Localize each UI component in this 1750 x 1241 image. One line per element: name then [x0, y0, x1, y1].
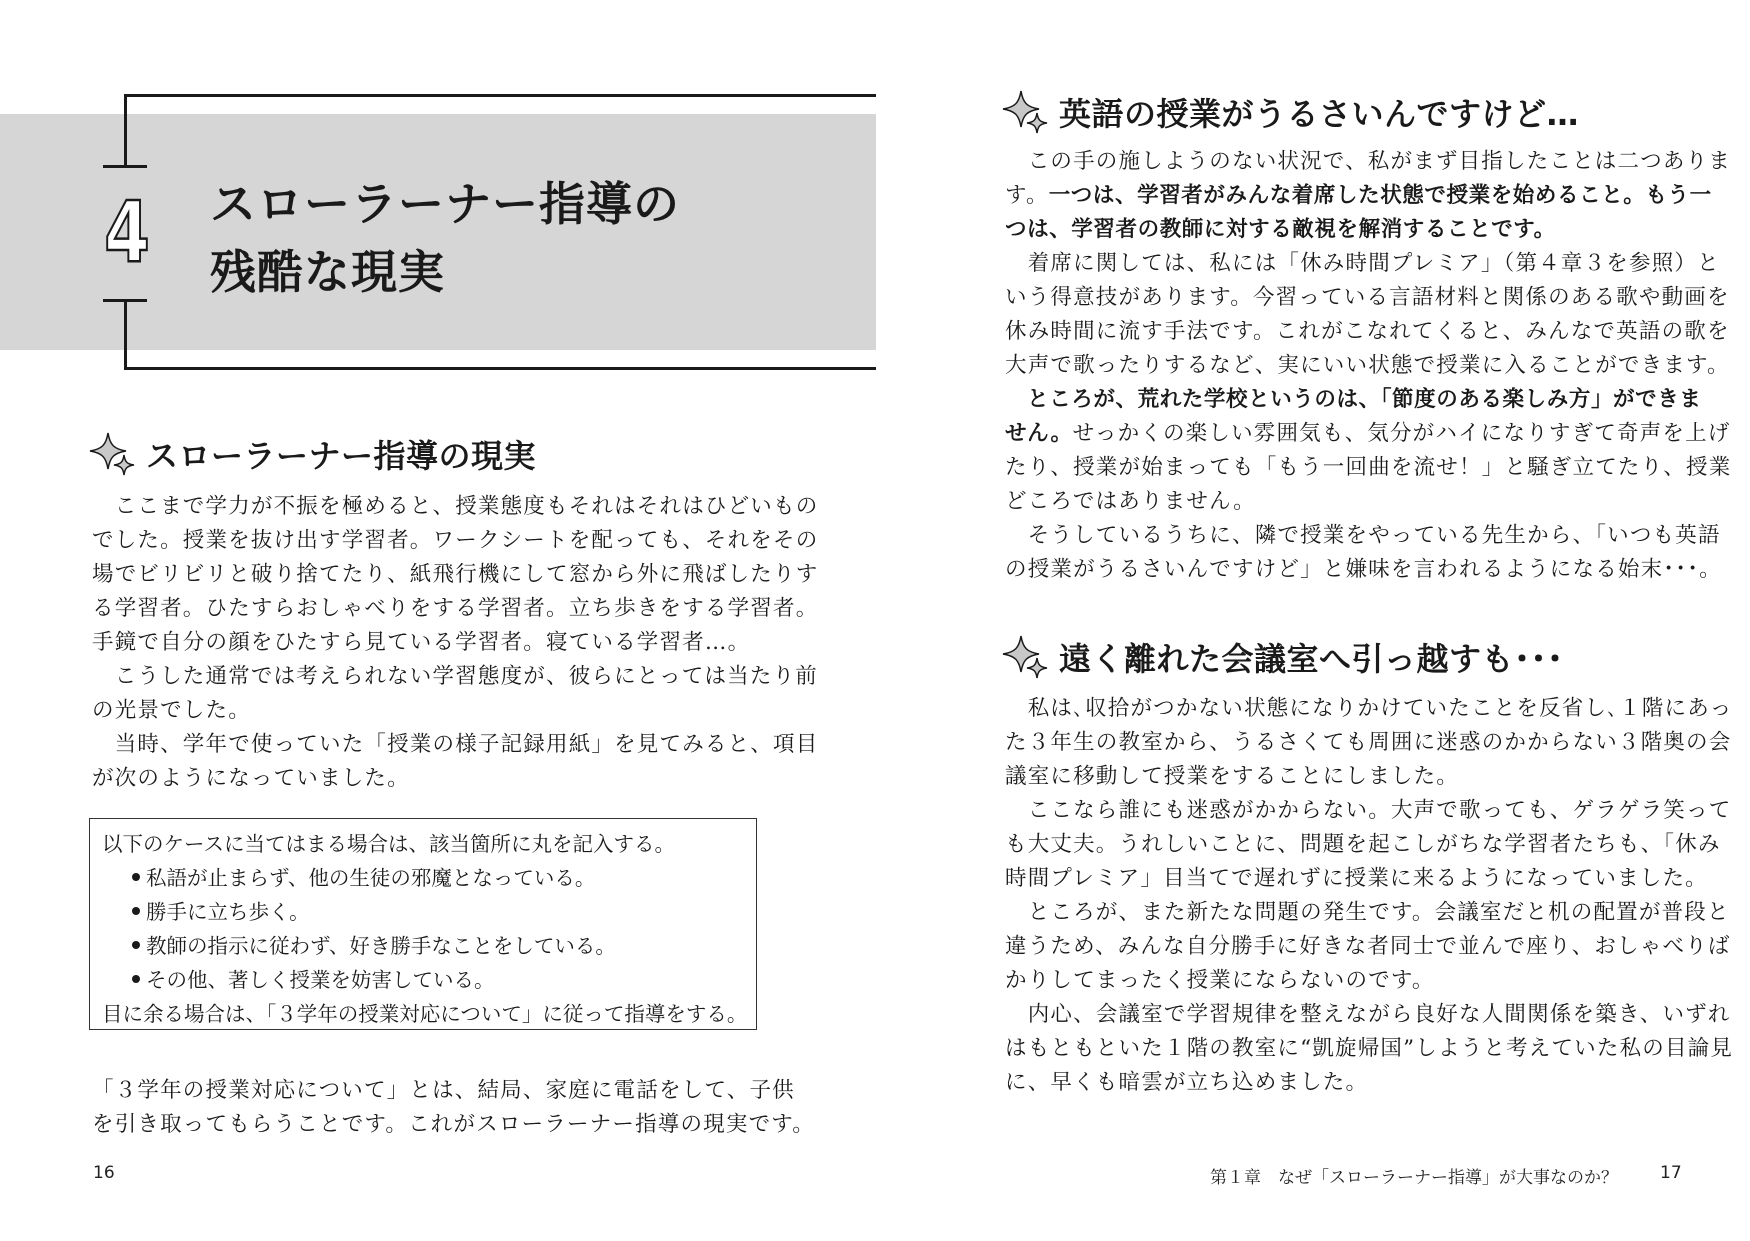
bullet-icon	[132, 907, 140, 915]
text-line	[1005, 519, 1731, 553]
text-run: たり、授業が始まっても「もう一回曲を流せ！」と騒ぎ立てたり、授業	[1005, 455, 1732, 480]
text-line: かりしてまったく授業にならないのです。	[1005, 968, 1435, 993]
text-line	[1005, 485, 1731, 519]
text-run: 休み時間に流す手法です。これがこなれてくると、みんなで英語の歌を	[1005, 319, 1730, 344]
text-line	[1005, 451, 1731, 485]
text-run: そうしているうちに、隣で授業をやっている先生から、「いつも英語	[1005, 523, 1721, 548]
text-run: 着席に関しては、私には「休み時間プレミア」（第４章３を参照）と	[1005, 251, 1720, 276]
emphasis-text: 一つは、学習者がみんな着席した状態で授業を始めること。もう一	[1048, 183, 1712, 208]
text-line: 内心、会議室で学習規律を整えながら良好な人間関係を築き、いずれ	[1005, 1002, 1731, 1027]
text-line	[1005, 315, 1731, 349]
chapter-header-top-rule	[124, 94, 876, 97]
text-line: 議室に移動して授業をすることにしました。	[1005, 764, 1460, 789]
text-line: 場でビリビリと破り捨てたり、紙飛行機にして窓から外に飛ばしたりす	[92, 562, 819, 587]
text-run: どころではありません。	[1005, 489, 1256, 514]
text-line: も大丈夫。うれしいことに、問題を起こしがちな学習者たちも、「休み	[1005, 832, 1721, 857]
body-text-block	[92, 490, 818, 796]
chapter-title	[210, 170, 850, 306]
running-footer: 第１章 なぜ「スローラーナー指導」が大事なのか？	[1210, 1168, 1618, 1188]
box-list-item: 教師の指示に従わず、好き勝手なことをしている。	[102, 929, 756, 963]
box-list-item: 勝手に立ち歩く。	[102, 895, 756, 929]
text-line: に、早くも暗雲が立ち込めました。	[1005, 1070, 1369, 1095]
chapter-title-line: 残酷な現実	[210, 245, 445, 299]
chapter-title-line: スローラーナー指導の	[210, 177, 680, 231]
box-intro: 以下のケースに当てはまる場合は、該当箇所に丸を記入する。	[102, 832, 675, 856]
text-line: ここまで学力が不振を極めると、授業態度もそれはそれはひどいもの	[92, 494, 819, 519]
text-line: 手鏡で自分の顔をひたすら見ている学習者。寝ている学習者…。	[92, 630, 751, 655]
record-sheet-box	[89, 818, 757, 1030]
text-run: いう得意技があります。今習っている言語材料と関係のある歌や動画を	[1005, 285, 1730, 310]
text-line	[1005, 213, 1731, 247]
text-line	[1005, 145, 1731, 179]
section-title: 遠く離れた会議室へ引っ越すも･･･	[1059, 640, 1564, 678]
text-line: 「３学年の授業対応について」とは、結局、家庭に電話をして、子供	[92, 1078, 795, 1103]
bullet-icon	[132, 975, 140, 983]
section-title: 英語の授業がうるさいんですけど…	[1059, 95, 1580, 133]
text-line: 時間プレミア」目当てで遅れずに授業に来るようになっていました。	[1005, 866, 1708, 891]
section-title: スローラーナー指導の現実	[146, 437, 537, 475]
body-text-block	[92, 1074, 815, 1142]
chapter-bracket-tick-lower	[103, 299, 147, 302]
text-line	[1005, 383, 1731, 417]
sparkle-icon	[1001, 634, 1053, 680]
text-line	[1005, 247, 1731, 281]
text-line	[1005, 349, 1731, 383]
emphasis-text: ところが、荒れた学校というのは、「節度のある楽しみ方」ができま	[1005, 387, 1702, 412]
text-line: はもともといた１階の教室に“凱旋帰国”しようと考えていた私の目論見	[1005, 1036, 1734, 1061]
text-line: ところが、また新たな問題の発生です。会議室だと机の配置が普段と	[1005, 900, 1730, 925]
body-text-block	[1005, 692, 1733, 1100]
section-heading	[88, 430, 536, 478]
text-line: ここなら誰にも迷惑がかからない。大声で歌っても、ゲラゲラ笑って	[1005, 798, 1732, 823]
emphasis-text: つは、学習者の教師に対する敵視を解消することです。	[1005, 217, 1556, 242]
text-run: す。	[1005, 183, 1049, 208]
section-heading	[1001, 633, 1564, 681]
text-line: でした。授業を抜け出す学習者。ワークシートを配っても、それをその	[92, 528, 819, 553]
sparkle-icon	[88, 431, 140, 477]
text-line: が次のようになっていました。	[92, 766, 410, 791]
chapter-bracket-tick-upper	[103, 165, 147, 168]
bullet-icon	[132, 873, 140, 881]
text-run: 大声で歌ったりするなど、実にいい状態で授業に入ることができます。	[1005, 353, 1730, 378]
right-page	[875, 0, 1750, 1241]
chapter-bracket-lower	[124, 299, 127, 369]
chapter-number: 4	[104, 183, 150, 281]
box-list-item: その他、著しく授業を妨害している。	[102, 963, 756, 997]
text-line	[1005, 553, 1731, 587]
page-number: 16	[93, 1163, 115, 1183]
sparkle-icon	[1001, 89, 1053, 135]
box-outro: 目に余る場合は、「３学年の授業対応について」に従って指導をする。	[102, 1002, 748, 1026]
text-line: を引き取ってもらうことです。これがスローラーナー指導の現実です。	[92, 1112, 815, 1137]
text-line: の光景でした。	[92, 698, 251, 723]
chapter-bracket-upper	[124, 94, 127, 168]
text-run: この手の施しようのない状況で、私がまず目指したことは二つありま	[1005, 149, 1731, 174]
chapter-header-bottom-rule	[124, 367, 876, 370]
text-line: 当時、学年で使っていた「授業の様子記録用紙」を見てみると、項目	[92, 732, 819, 757]
bullet-icon	[132, 941, 140, 949]
section-heading	[1001, 88, 1579, 136]
text-line	[1005, 281, 1731, 315]
text-line	[1005, 417, 1731, 451]
text-run: の授業がうるさいんですけど」と嫌味を言われるようになる始末･･･。	[1005, 557, 1722, 582]
text-run: せっかくの楽しい雰囲気も、気分がハイになりすぎて奇声を上げ	[1072, 421, 1731, 446]
text-line: る学習者。ひたすらおしゃべりをする学習者。立ち歩きをする学習者。	[92, 596, 819, 621]
text-line: 私は､収拾がつかない状態になりかけていたことを反省し､１階にあっ	[1005, 696, 1733, 721]
text-line	[1005, 179, 1731, 213]
box-list-item: 私語が止まらず、他の生徒の邪魔となっている。	[102, 861, 756, 895]
text-line: 違うため、みんな自分勝手に好きな者同士で並んで座り、おしゃべりば	[1005, 934, 1731, 959]
body-text-block	[1005, 145, 1731, 587]
text-line: た３年生の教室から、うるさくても周囲に迷惑のかからない３階奥の会	[1005, 730, 1732, 755]
text-line: こうした通常では考えられない学習態度が、彼らにとっては当たり前	[92, 664, 818, 689]
page-number: 17	[1660, 1163, 1682, 1183]
emphasis-text: せん。	[1005, 421, 1073, 446]
